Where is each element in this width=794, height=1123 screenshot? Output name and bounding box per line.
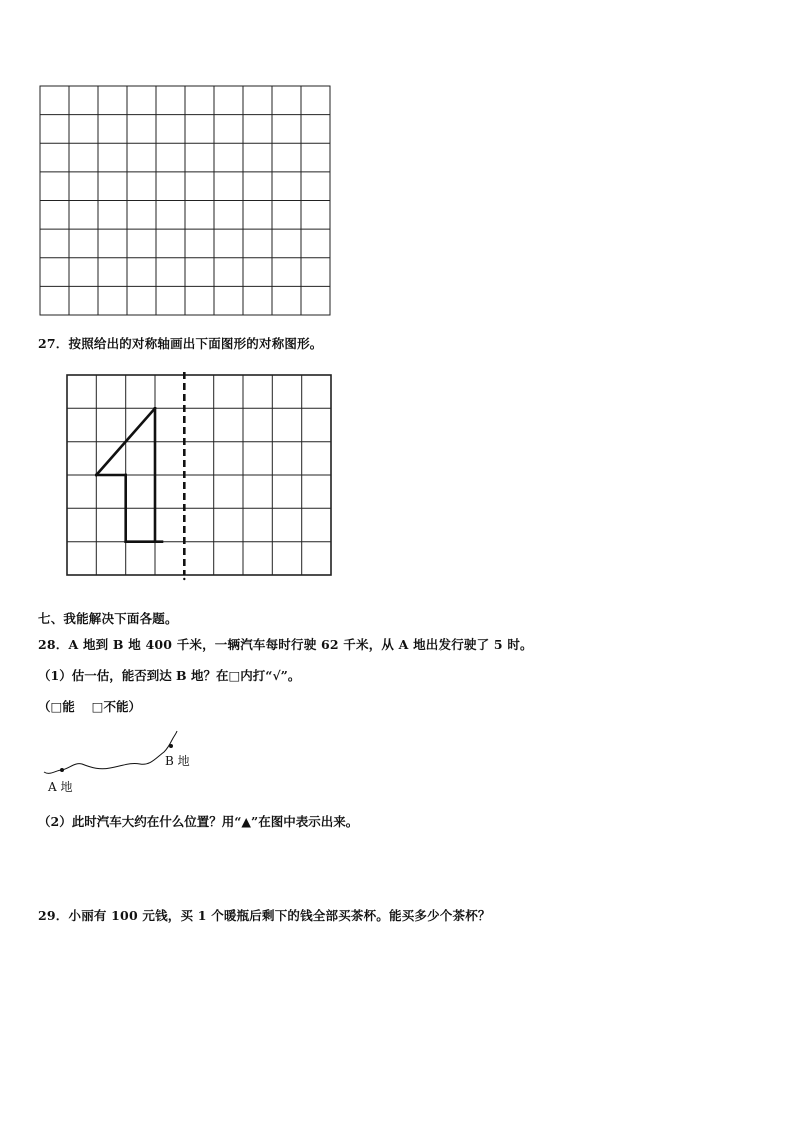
question-28-options: （□能 □不能） [38, 699, 141, 714]
point-a [60, 768, 64, 772]
question-28: 28．A 地到 B 地 400 千米，一辆汽车每时行驶 62 千米，从 A 地出发行驶了 5 时。 [38, 637, 533, 652]
question-28-part-2: （2）此时汽车大约在什么位置？用“▲”在图中表示出来。 [38, 814, 359, 829]
point-b [169, 744, 173, 748]
label-b: B 地 [165, 754, 190, 768]
section-7-heading: 七、我能解决下面各题。 [38, 611, 178, 626]
label-a: A 地 [48, 780, 73, 794]
question-28-part-1: （1）估一估，能否到达 B 地？在□内打“√”。 [38, 668, 301, 683]
question-27: 27．按照给出的对称轴画出下面图形的对称图形。 [38, 336, 323, 351]
question-29: 29．小丽有 100 元钱，买 1 个暖瓶后剩下的钱全部买茶杯。能买多少个茶杯？ [38, 908, 491, 923]
